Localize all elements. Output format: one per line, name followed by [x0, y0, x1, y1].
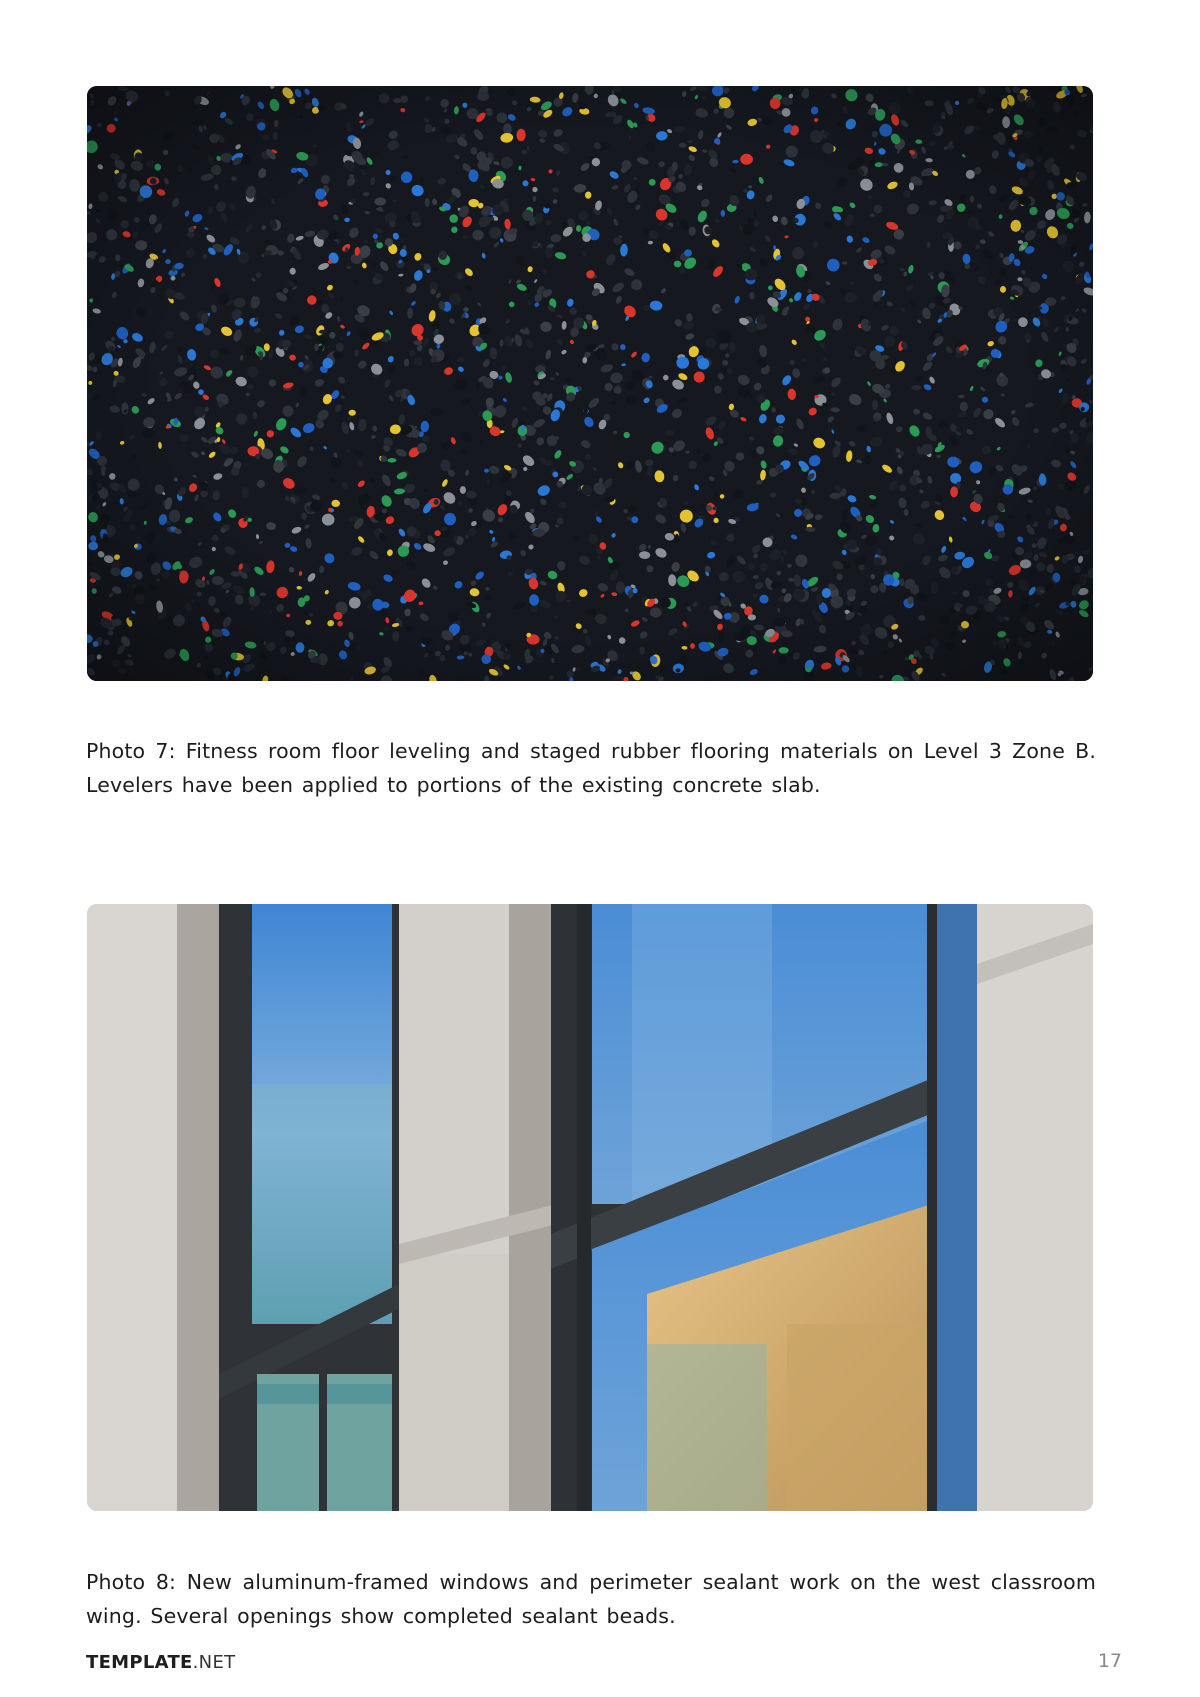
windows-image — [87, 904, 1093, 1511]
photo-7-caption: Photo 7: Fitness room floor leveling and staged rubber flooring materials on Level 3 Zone B. Levelers have been applied to portions of the existing concrete slab. — [86, 739, 1096, 797]
brand-bold: TEMPLATE — [86, 1652, 193, 1673]
page-number: 17 — [1097, 1650, 1122, 1672]
photo-rubber-flooring — [87, 86, 1093, 681]
brand-light: .NET — [192, 1652, 236, 1673]
rubber-flooring-image — [87, 86, 1093, 681]
footer-brand-logo — [86, 1652, 235, 1673]
photo-windows — [87, 904, 1093, 1511]
photo-8-caption: Photo 8: New aluminum-framed windows and perimeter sealant work on the west classroom wing. Several openings show completed sealant beads. — [86, 1570, 1096, 1628]
